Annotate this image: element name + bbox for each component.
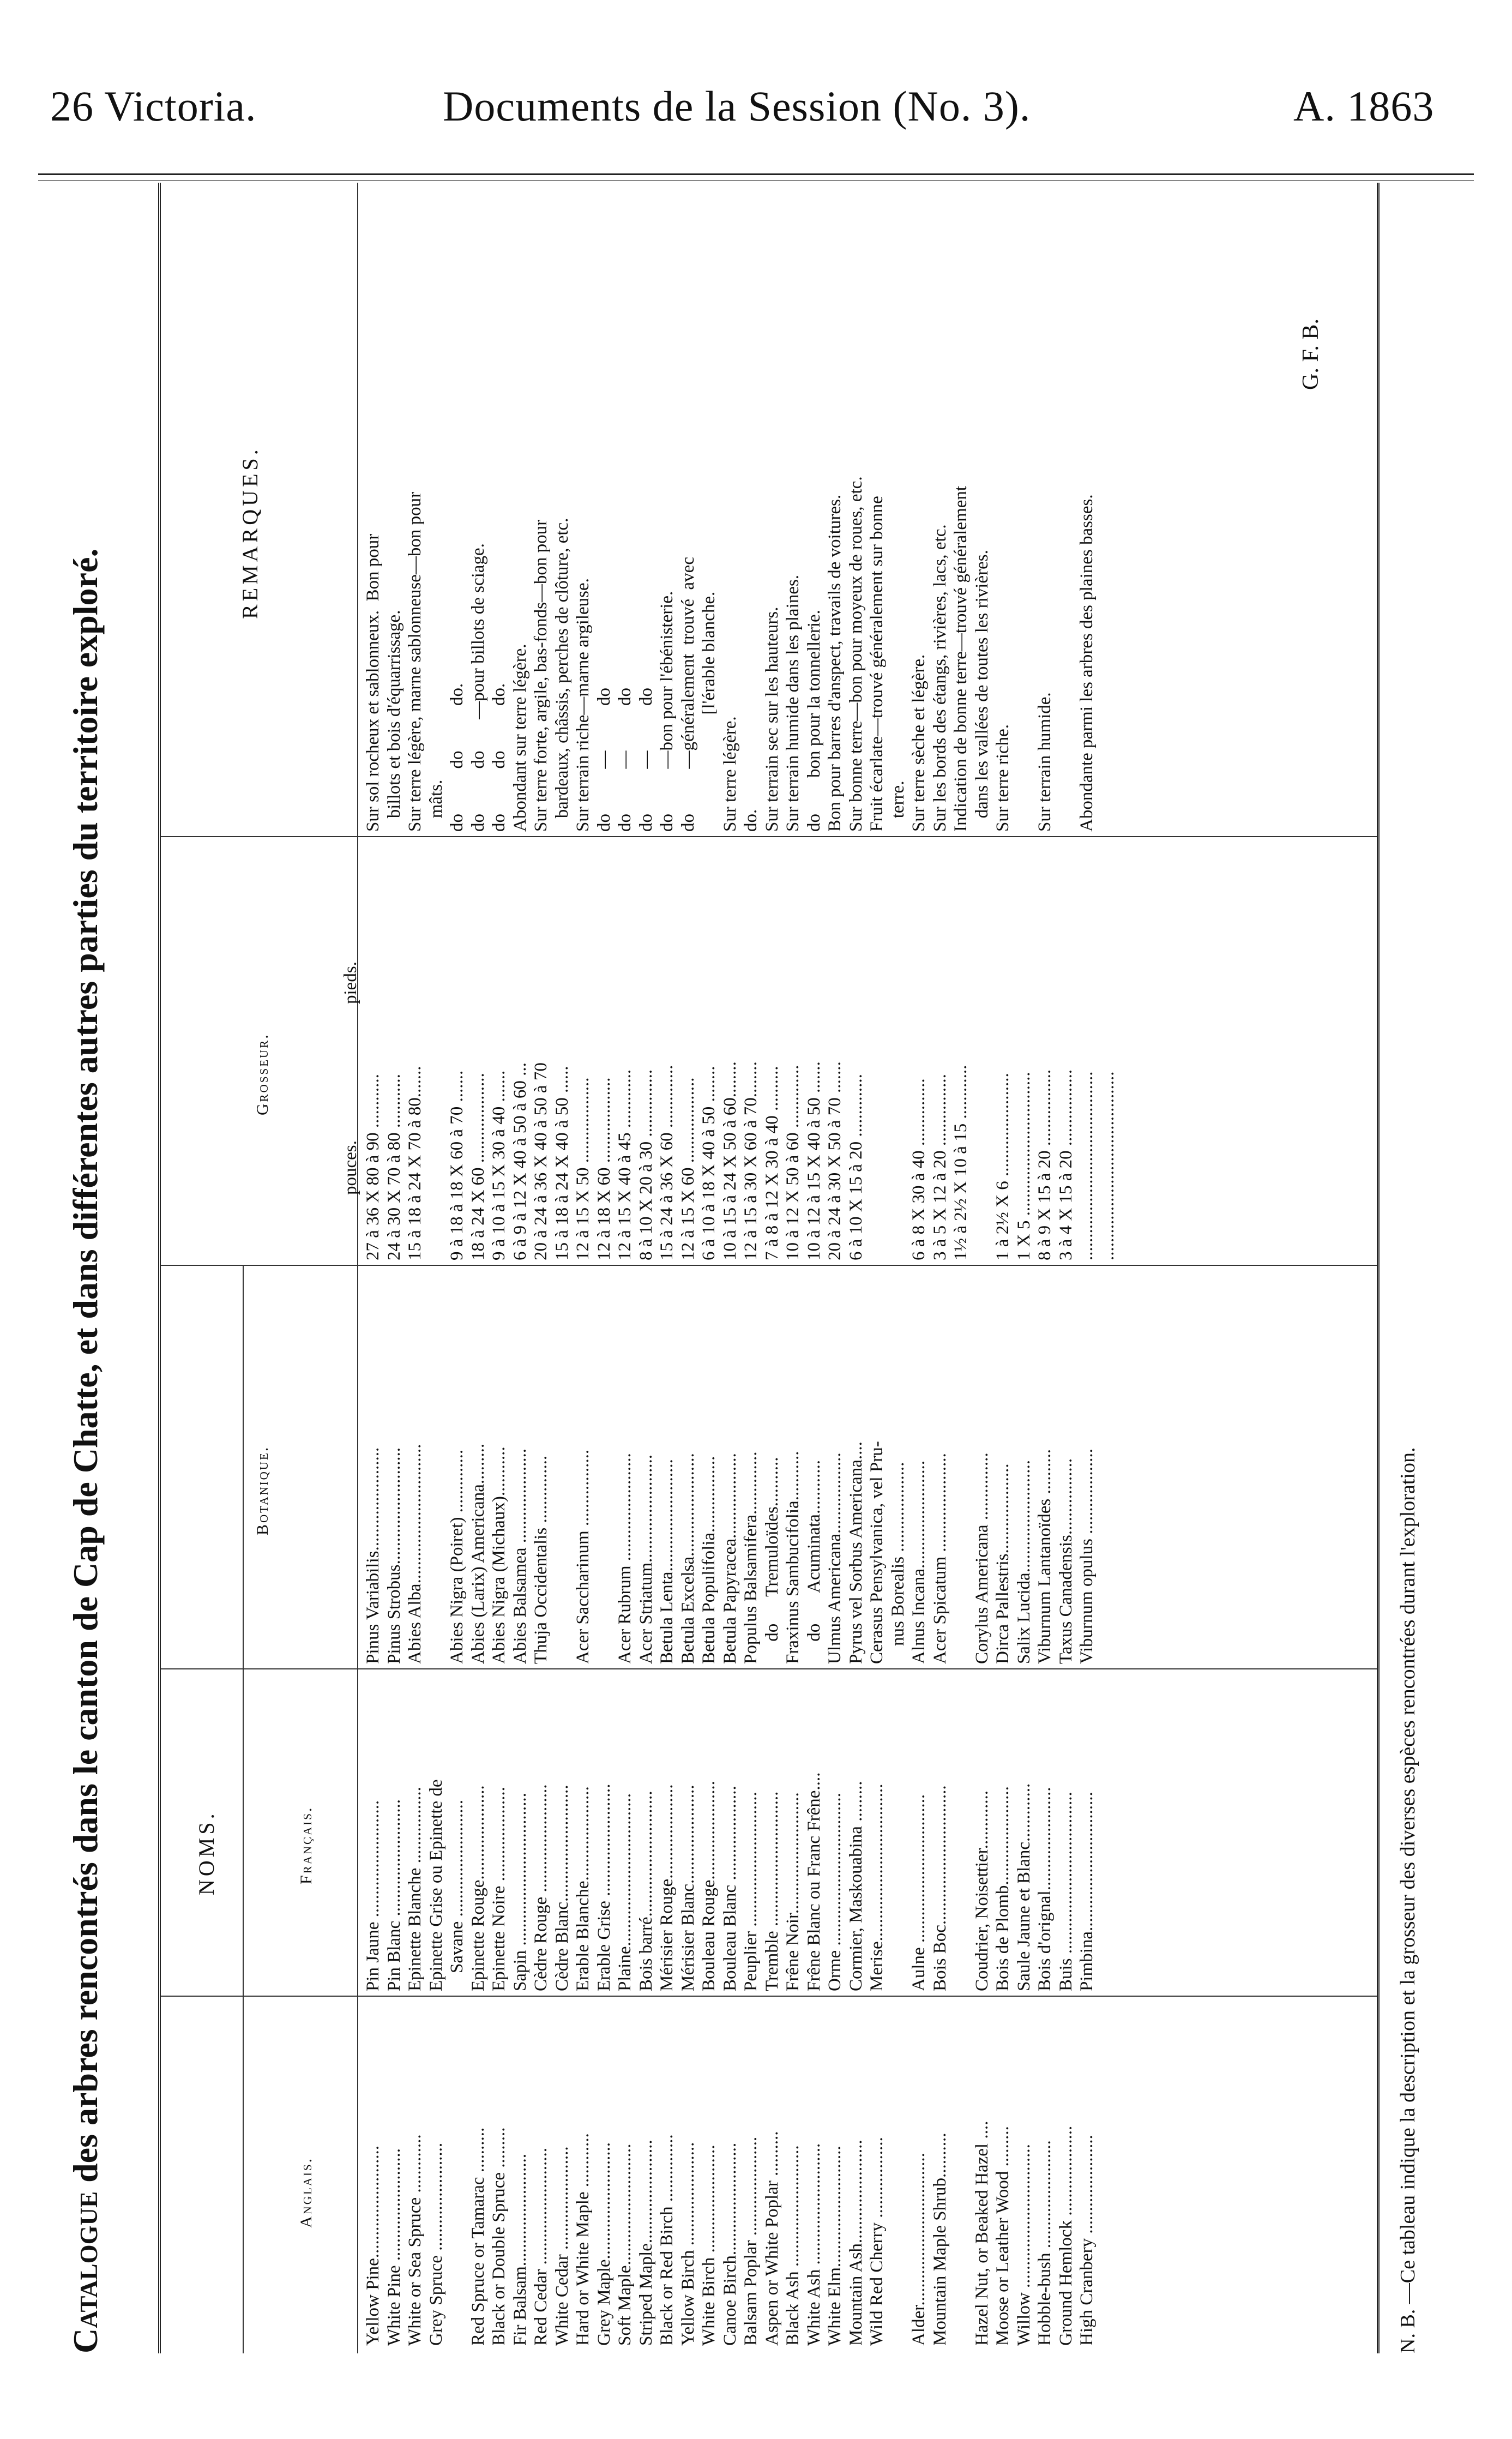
cell-anglais: White or Sea Spruce ............. [405, 2134, 425, 2346]
cell-francais: Epinette Grise ou Epinette de [426, 1779, 446, 1991]
cell-remarques: do do do. [447, 683, 467, 832]
cell-remarques: Bon pour barres d'anspect, travails de voitures. [825, 494, 845, 832]
cell-francais: Frêne Noir........................... [783, 1792, 803, 1991]
cell-grosseur: 6 à 9 à 12 X 40 à 50 à 60 ... [510, 1062, 530, 1260]
noms-header-rule [243, 1266, 244, 2353]
cell-remarques: do —généralement trouvé avec [678, 557, 698, 832]
cell-francais: Mérisier Rouge..................... [657, 1784, 677, 1991]
cell-botanique: Betula Excelsa....................... [678, 1453, 698, 1664]
cell-grosseur: 6 à 10 à 18 X 40 à 50 ........ [699, 1066, 719, 1260]
cell-remarques: Abondant sur terre légère. [510, 644, 530, 832]
cell-anglais: Yellow Pine......................... [363, 2145, 383, 2346]
cell-francais: Pimbina............................... [1077, 1792, 1097, 1991]
cell-botanique: nus Borealis .................... [888, 1462, 908, 1664]
cell-remarques: Sur terre légère. [720, 716, 740, 832]
cell-remarques: Sur sol rocheux et sablonneux. Bon pour [363, 533, 383, 832]
cell-grosseur [888, 843, 909, 1260]
unit-pouces: pouces. [341, 1140, 360, 1195]
cell-anglais: Canoe Birch......................... [720, 2142, 740, 2346]
cell-botanique: Taxus Canadensis................. [1056, 1458, 1076, 1664]
cell-remarques: Sur terrain humide. [1035, 692, 1055, 832]
cell-grosseur: 12 à 15 X 60 ................... [678, 1077, 698, 1260]
cell-francais: Bois barré............................ [636, 1791, 656, 1991]
cell-botanique: Pyrus vel Sorbus Americana.... [846, 1441, 866, 1664]
cell-botanique: Corylus Americana ............... [972, 1452, 992, 1664]
cell-remarques: Sur terre sèche et légère. [909, 654, 929, 832]
cell-grosseur: 7 à 8 à 12 X 30 à 40 .......... [762, 1066, 782, 1260]
cell-grosseur [866, 843, 888, 1260]
column-anglais [363, 1999, 1098, 2346]
cell-botanique: Viburnum opulus ................... [1077, 1449, 1097, 1664]
cell-anglais: Red Cedar .......................... [531, 2148, 551, 2346]
column-remarques [363, 188, 1118, 832]
cell-anglais: Wild Red Cherry .................. [867, 2137, 887, 2346]
cell-anglais: High Cranbery ...................... [1077, 2135, 1097, 2346]
cell-francais: Pin Jaune .......................... [363, 1800, 383, 1991]
cell-remarques: [l'érable blanche. [699, 591, 719, 832]
cell-francais: Buis .................................... [1056, 1792, 1076, 1991]
cell-francais: Bois d'orignal....................... [1035, 1787, 1055, 1991]
cell-botanique: Abies Alba............................... [405, 1444, 425, 1664]
cell-grosseur: 10 à 12 X 50 à 60 .............. [783, 1065, 803, 1260]
cell-remarques: billots et bois d'équarrissage. [384, 610, 404, 832]
cell-remarques: do do do. [489, 683, 509, 832]
cell-botanique: Viburnum Lantanoïdes .......... [1035, 1449, 1055, 1664]
catalogue-table [158, 183, 1380, 2353]
cell-botanique: Alnus Incana........................ [909, 1460, 929, 1664]
col-divider-2 [161, 1668, 1377, 1669]
cell-francais: Erable Grise ......................... [594, 1783, 614, 1991]
cell-botanique: Ulmus Americana.................. [825, 1452, 845, 1664]
cell-anglais: White Elm........................... [825, 2146, 845, 2346]
cell-anglais [950, 1999, 972, 2346]
cell-botanique: Dirca Pallestris.................... [993, 1463, 1013, 1664]
cell-francais: Frêne Blanc ou Franc Frêne.... [804, 1772, 824, 1991]
cell-botanique [552, 1271, 573, 1664]
cell-grosseur: 15 à 24 à 36 X 60 .............. [657, 1065, 677, 1260]
header-session-year: 26 Victoria. [50, 82, 257, 130]
cell-botanique: do Acuminata............ [804, 1460, 824, 1664]
cell-grosseur: 15 à 18 à 24 X 70 à 80....... [405, 1066, 425, 1260]
cell-remarques: Sur terrain humide dans les plaines. [783, 574, 803, 832]
cell-botanique: Pinus Variabilis....................... [363, 1447, 383, 1664]
cell-grosseur: 15 à 18 à 24 X 40 à 50 ...... [552, 1066, 572, 1260]
cell-francais: Bouleau Blanc ..................... [720, 1786, 740, 1991]
cell-grosseur: 18 à 24 X 60 .................... [468, 1073, 488, 1260]
cell-botanique: Acer Saccharinum ................. [573, 1449, 593, 1664]
cell-anglais: Red Spruce or Tamarac .......... [468, 2127, 488, 2346]
cell-francais: Cèdre Rouge ........................ [531, 1784, 551, 1991]
col-divider-4 [161, 836, 1377, 837]
cell-remarques: mâts. [426, 779, 446, 832]
cell-grosseur: 20 à 24 à 30 X 50 à 70 ....... [825, 1061, 845, 1260]
cell-francais: Erable Blanche..................... [573, 1786, 593, 1991]
cell-grosseur: 6 à 8 X 30 à 40 ............... [909, 1078, 929, 1260]
cell-francais: Epinette Noire ..................... [489, 1787, 509, 1991]
cell-francais: Coudrier, Noisettier............. [972, 1790, 992, 1991]
cell-remarques: do — do [594, 688, 614, 832]
cell-francais: Cormier, Maskouabina ......... [846, 1781, 866, 1991]
cell-francais: Epinette Blanche ................. [405, 1787, 425, 1991]
header-rule-thin [38, 180, 1474, 181]
column-grosseur [363, 843, 1118, 1260]
cell-grosseur: 8 à 10 X 20 à 30 ............... [636, 1069, 656, 1260]
cell-grosseur: 9 à 18 à 18 X 60 à 70 ....... [447, 1070, 467, 1260]
cell-anglais: Striped Maple....................... [636, 2140, 656, 2346]
cell-anglais: Hard or White Maple ............ [573, 2133, 593, 2346]
col-divider-1 [161, 1996, 1377, 1997]
header-noms: NOMS. [194, 1810, 219, 1895]
cell-francais: Sapin .................................. [510, 1793, 530, 1991]
cell-grosseur: 12 à 15 X 50 ................... [573, 1077, 593, 1260]
cell-anglais: Balsam Poplar ...................... [741, 2136, 761, 2346]
cell-anglais: Alder.................................. [909, 2153, 929, 2346]
cell-francais: Saule Jaune et Blanc............. [1014, 1783, 1034, 1991]
cell-remarques [1014, 188, 1035, 832]
cell-remarques: Sur terre forte, argile, bas-fonds—bon pour [531, 519, 551, 832]
cell-remarques: Sur terre légère, marne sablonneuse—bon pour [405, 491, 425, 832]
col-divider-3 [161, 1265, 1377, 1266]
header-grosseur: Grosseur. [254, 1033, 272, 1115]
column-botanique [363, 1271, 1098, 1664]
cell-anglais: Hobble-bush ........................ [1035, 2140, 1055, 2346]
header-rule [38, 173, 1474, 175]
cell-botanique: Pinus Strobus.......................... [384, 1447, 404, 1664]
cell-anglais: Ground Hemlock .................... [1056, 2125, 1076, 2346]
cell-anglais: Moose or Leather Wood ......... [993, 2126, 1013, 2346]
cell-grosseur: 3 à 5 X 12 à 20 ................ [930, 1074, 950, 1260]
cell-grosseur: 10 à 12 à 15 X 40 à 50 ....... [804, 1061, 824, 1260]
table-title [65, 183, 142, 2353]
cell-grosseur: .......................................... [1077, 1071, 1097, 1260]
header-document-title: Documents de la Session (No. 3). [443, 82, 1031, 130]
cell-remarques: do — do [636, 688, 656, 832]
cell-botanique: Salix Lucida......................... [1014, 1460, 1034, 1664]
cell-anglais: White Cedar ....................... [552, 2146, 572, 2346]
cell-remarques: do. [741, 809, 761, 832]
cell-remarques: bardeaux, châssis, perches de clôture, etc. [552, 518, 572, 832]
cell-grosseur: 12 à 15 à 30 X 60 à 70........ [741, 1061, 761, 1260]
cell-anglais [888, 1999, 909, 2346]
cell-remarques: Abondante parmi les arbres des plaines basses. [1077, 494, 1097, 832]
cell-remarques: do —bon pour l'ébénisterie. [657, 591, 677, 832]
cell-grosseur: 1½ à 2½ X 10 à 15 ............ [951, 1065, 971, 1260]
header-francais: Français. [297, 1806, 315, 1884]
cell-francais: Pin Blanc .......................... [384, 1799, 404, 1991]
cell-botanique [426, 1271, 447, 1664]
cell-botanique: Acer Spicatum ...................... [930, 1453, 950, 1664]
cell-anglais: White Birch ........................ [699, 2144, 719, 2346]
cell-remarques: do bon pour la tonnellerie. [804, 610, 824, 832]
header-anglais: Anglais. [297, 2156, 315, 2228]
cell-botanique: Cerasus Pensylvanica, vel Pru- [867, 1441, 887, 1664]
cell-grosseur [426, 843, 447, 1260]
cell-francais: Epinette Rouge..................... [468, 1785, 488, 1991]
cell-francais: Plaine.................................. [615, 1793, 635, 1991]
cell-botanique: Fraxinus Sambucifolia........... [783, 1451, 803, 1664]
cell-botanique: Abies Balsamea ..................... [510, 1448, 530, 1664]
cell-grosseur [972, 843, 993, 1260]
cell-remarques: do — do [615, 688, 635, 832]
cell-anglais: Mountain Maple Shrub.......... [930, 2132, 950, 2346]
cell-remarques [1098, 188, 1119, 832]
cell-grosseur: 10 à 15 à 24 X 50 à 60........ [720, 1061, 740, 1260]
cell-remarques: Sur terrain riche—marne argileuse. [573, 578, 593, 832]
table-title-rest: des arbres rencontrés dans le canton de Cap de Chatte, et dans différentes autres parties du territoire exploré. [66, 548, 105, 2191]
cell-grosseur: 24 à 30 X 70 à 80 ............ [384, 1074, 404, 1260]
cell-francais: Bois Boc............................... [930, 1785, 950, 1991]
cell-francais: Bois de Plomb...................... [993, 1786, 1013, 1991]
cell-remarques: dans les vallées de toutes les rivières. [972, 550, 992, 832]
cell-grosseur: 8 à 9 X 15 à 20 ................. [1035, 1069, 1055, 1260]
cell-anglais: Hazel Nut, or Beaked Hazel .... [972, 2120, 992, 2346]
cell-botanique: Abies Nigra (Michaux)........... [489, 1446, 509, 1664]
cell-botanique: Abies Nigra (Poiret) .............. [447, 1449, 467, 1664]
cell-anglais: Soft Maple........................... [615, 2143, 635, 2346]
cell-anglais: Aspen or White Poplar .......... [762, 2131, 782, 2346]
cell-anglais: White Ash ........................... [804, 2143, 824, 2346]
cell-grosseur: 3 à 4 X 15 à 20 ................. [1056, 1069, 1076, 1260]
cell-grosseur: 20 à 24 à 36 X 40 à 50 à 70 [531, 1062, 551, 1260]
cell-anglais: Black Ash ........................... [783, 2145, 803, 2346]
cell-remarques: Sur terre riche. [993, 724, 1013, 832]
column-francais [363, 1675, 1098, 1991]
cell-francais: Aulne ................................. [909, 1794, 929, 1991]
cell-remarques: Fruit écarlate—trouvé généralement sur bonne [867, 496, 887, 832]
cell-grosseur: 12 à 18 X 60 ................... [594, 1077, 614, 1260]
cell-grosseur: 27 à 36 X 80 à 90 ............ [363, 1074, 383, 1260]
cell-francais [950, 1675, 972, 1991]
cell-grosseur: 9 à 10 à 15 X 30 à 40 ....... [489, 1070, 509, 1260]
cell-remarques: Indication de bonne terre—trouvé généralement [951, 485, 971, 832]
cell-francais: Cèdre Blanc.......................... [552, 1785, 572, 1991]
cell-anglais: Mountain Ash....................... [846, 2140, 866, 2346]
header-bottom-rule [357, 183, 358, 2353]
cell-remarques: Sur bonne terre—bon pour moyeux de roues, etc. [846, 476, 866, 832]
cell-francais: Tremble .............................. [762, 1791, 782, 1991]
unit-pieds: pieds. [341, 962, 360, 1004]
cell-anglais: Fir Balsam......................... [510, 2154, 530, 2346]
cell-anglais [447, 1999, 468, 2346]
cell-anglais: White Pine ......................... [384, 2148, 404, 2346]
cell-anglais: Grey Spruce ........................ [426, 2142, 446, 2346]
cell-grosseur: 6 à 10 X 15 à 20 .............. [846, 1074, 866, 1260]
rotated-table-page [65, 183, 1461, 2353]
cell-anglais: Grey Maple.......................... [594, 2142, 614, 2346]
cell-botanique: Abies (Larix) Americana......... [468, 1443, 488, 1664]
cell-botanique [594, 1271, 615, 1664]
cell-anglais: Black or Double Spruce ......... [489, 2127, 509, 2346]
table-title-lead: Catalogue [66, 2191, 105, 2353]
cell-botanique: Acer Striatum........................ [636, 1454, 656, 1664]
cell-francais [888, 1675, 909, 1991]
cell-francais: Bouleau Rouge...................... [699, 1781, 719, 1991]
header-year-code: A. 1863 [1293, 82, 1435, 130]
cell-botanique: Betula Lenta......................... [657, 1459, 677, 1664]
header-remarques: REMARQUES. [238, 446, 262, 619]
cell-remarques: do do —pour billots de sciage. [468, 543, 488, 832]
cell-grosseur: .......................................... [1098, 1071, 1118, 1260]
cell-botanique: Thuja Occidentalis ............... [531, 1455, 551, 1664]
cell-botanique: do Tremuloïdes........... [762, 1457, 782, 1664]
footnote: N. B. —Ce tableau indique la description et la grosseur des diverses espèces rencontrées durant l'exploration. [1396, 1447, 1419, 2353]
cell-francais: Orme .................................. [825, 1793, 845, 1991]
cell-remarques: Sur les bords des étangs, rivières, lacs, etc. [930, 524, 950, 832]
cell-anglais: Yellow Birch ....................... [678, 2142, 698, 2346]
cell-francais: Merise................................... [867, 1783, 887, 1991]
cell-botanique: Betula Populifolia................. [699, 1456, 719, 1664]
cell-remarques: Sur terrain sec sur les hauteurs. [762, 606, 782, 832]
cell-botanique: Acer Rubrum ........................ [615, 1453, 635, 1664]
cell-grosseur: 1 à 2½ X 6 ....................... [993, 1073, 1013, 1260]
cell-francais: Mérisier Blanc...................... [678, 1785, 698, 1991]
cell-grosseur: 12 à 15 X 40 à 45 ............. [615, 1069, 635, 1260]
cell-anglais: Black or Red Birch ............... [657, 2134, 677, 2346]
signature-initials: G. F. B. [1298, 319, 1323, 390]
cell-botanique: Betula Papyracea................... [720, 1453, 740, 1664]
cell-botanique [950, 1271, 972, 1664]
cell-grosseur: 1 X 5 ................................ [1014, 1072, 1034, 1260]
cell-anglais: Willow ................................ [1014, 2144, 1034, 2346]
cell-remarques [1056, 188, 1077, 832]
cell-francais: Peuplier .............................. [741, 1792, 761, 1991]
cell-remarques: terre. [888, 780, 908, 832]
header-botanique: Botanique. [254, 1445, 272, 1535]
cell-botanique: Populus Balsamifera.............. [741, 1451, 761, 1664]
cell-francais: Savane .......................... [447, 1799, 467, 1991]
